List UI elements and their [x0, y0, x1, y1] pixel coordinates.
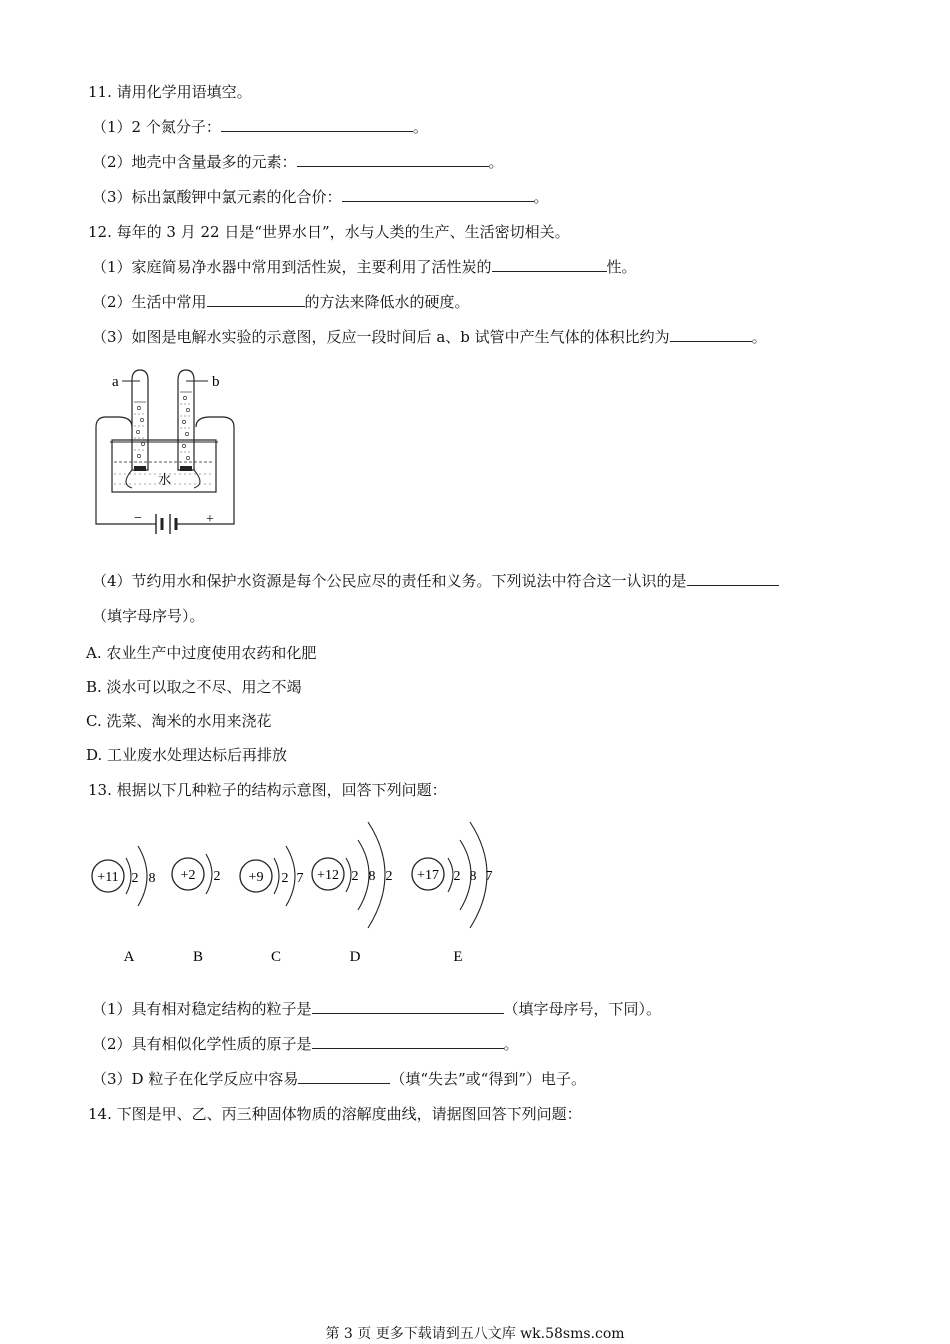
page-footer: 第 3 页 更多下载请到五八文库 wk.58sms.com	[325, 1326, 625, 1342]
nucleus-charge: +2	[180, 868, 196, 883]
q12-blank-1[interactable]	[492, 257, 607, 272]
q11-item-1	[92, 117, 428, 137]
minus-sign: −	[134, 511, 142, 526]
particle-letter: A	[123, 949, 135, 965]
q12-option-a: A. 农业生产中过度使用农药和化肥	[86, 644, 317, 662]
particle-e	[412, 822, 493, 965]
particle-structure-diagrams	[86, 816, 506, 968]
q13-item-3-prefix: （3）D 粒子在化学反应中容易	[92, 1070, 299, 1088]
nucleus-charge: +11	[97, 870, 119, 885]
q12-item-2	[92, 292, 470, 312]
q11-item-2	[92, 152, 504, 172]
q11-stem: 11. 请用化学用语填空。	[88, 83, 252, 101]
q13-blank-3[interactable]	[298, 1069, 390, 1084]
q12-item-4-line2: （填字母序号）。	[92, 607, 205, 625]
shell-count: 7	[485, 869, 493, 884]
shell-count: 8	[368, 869, 376, 884]
q12-item-1	[92, 257, 637, 277]
nucleus-charge: +9	[248, 870, 264, 885]
q13-item-3	[92, 1069, 586, 1089]
q12-item-1-suffix: 性。	[606, 258, 637, 276]
q12-blank-4[interactable]	[687, 571, 779, 586]
particle-letter: E	[453, 949, 463, 965]
particle-letter: B	[192, 949, 204, 965]
q12-blank-3[interactable]	[670, 327, 752, 342]
q13-blank-1[interactable]	[312, 999, 504, 1014]
q12-stem: 12. 每年的 3 月 22 日是“世界水日”，水与人类的生产、生活密切相关。	[88, 223, 570, 241]
q12-item-3-prefix: （3）如图是电解水实验的示意图，反应一段时间后 a、b 试管中产生气体的体积比约为	[92, 328, 670, 346]
q11-item-2-prefix: （2）地壳中含量最多的元素：	[92, 153, 297, 171]
q11-blank-3[interactable]	[342, 187, 534, 202]
q12-item-2-suffix: 的方法来降低水的硬度。	[304, 293, 470, 311]
electrode-b	[180, 466, 192, 471]
q13-item-1	[92, 999, 661, 1019]
q13-stem: 13. 根据以下几种粒子的结构示意图，回答下列问题：	[88, 781, 447, 799]
q12-item-2-prefix: （2）生活中常用	[92, 293, 207, 311]
q11-item-3-suffix: 。	[533, 188, 549, 206]
q11-blank-2[interactable]	[297, 152, 489, 167]
shell-count: 8	[148, 871, 156, 886]
q12-item-3-suffix: 。	[751, 328, 767, 346]
particle-d	[312, 822, 393, 965]
shell-count: 2	[453, 869, 461, 884]
particle-letter: C	[270, 949, 282, 965]
q12-option-c: C. 洗菜、淘米的水用来浇花	[86, 712, 272, 730]
water-label: 水	[158, 472, 172, 487]
q13-item-2	[92, 1034, 519, 1054]
shell-count: 7	[296, 871, 304, 886]
q12-item-4	[92, 571, 779, 591]
nucleus-charge: +12	[317, 868, 339, 883]
tube-label-b: b	[212, 374, 220, 390]
shell-count: 2	[213, 869, 221, 884]
q14-stem: 14. 下图是甲、乙、丙三种固体物质的溶解度曲线，请据图回答下列问题：	[88, 1105, 582, 1123]
q11-item-1-suffix: 。	[412, 118, 428, 136]
q13-item-3-suffix: （填“失去”或“得到”）电子。	[390, 1070, 587, 1088]
q12-item-4-prefix: （4）节约用水和保护水资源是每个公民应尽的责任和义务。下列说法中符合这一认识的是	[92, 572, 687, 590]
nucleus-charge: +17	[417, 868, 439, 883]
tube-label-a: a	[112, 374, 119, 390]
q11-item-3-prefix: （3）标出氯酸钾中氯元素的化合价：	[92, 188, 342, 206]
q12-option-b: B. 淡水可以取之不尽、用之不竭	[86, 678, 302, 696]
q12-blank-2[interactable]	[207, 292, 305, 307]
q11-item-3	[92, 187, 549, 207]
shell-count: 2	[131, 871, 139, 886]
q12-option-d: D. 工业废水处理达标后再排放	[86, 746, 288, 764]
q11-item-2-suffix: 。	[488, 153, 504, 171]
q13-item-2-prefix: （2）具有相似化学性质的原子是	[92, 1035, 312, 1053]
particle-letter: D	[349, 949, 361, 965]
shell-count: 8	[469, 869, 477, 884]
particle-b	[172, 854, 221, 965]
shell-count: 2	[351, 869, 359, 884]
q11-item-1-prefix: （1）2 个氮分子：	[92, 118, 221, 136]
q13-item-2-suffix: 。	[503, 1035, 519, 1053]
shell-count: 2	[281, 871, 289, 886]
electrode-a	[134, 466, 146, 471]
test-tube-b	[178, 370, 194, 470]
q13-item-1-prefix: （1）具有相对稳定结构的粒子是	[92, 1000, 312, 1018]
plus-sign: +	[206, 512, 214, 527]
q13-item-1-suffix: （填字母序号，下同）。	[503, 1000, 662, 1018]
q12-item-1-prefix: （1）家庭简易净水器中常用到活性炭，主要利用了活性炭的	[92, 258, 492, 276]
q13-blank-2[interactable]	[312, 1034, 504, 1049]
q11-blank-1[interactable]	[221, 117, 413, 132]
electrolysis-diagram	[92, 362, 244, 552]
q12-item-3	[92, 327, 767, 347]
particle-a	[92, 846, 156, 965]
particle-c	[240, 846, 304, 965]
shell-count: 2	[385, 869, 393, 884]
